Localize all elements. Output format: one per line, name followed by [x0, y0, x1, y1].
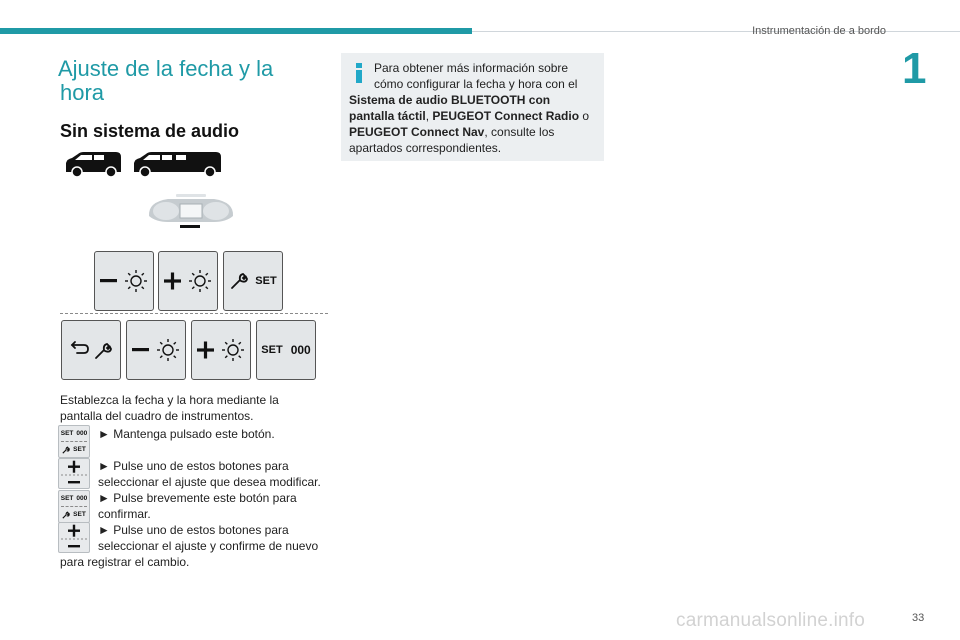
plus-icon	[68, 461, 80, 473]
section-title-line2: hora	[60, 80, 105, 105]
set-label: SET	[255, 275, 277, 287]
separator-dashed	[60, 313, 328, 314]
header-divider	[472, 31, 960, 32]
header-accent-bar	[0, 28, 472, 34]
step1-icon: SET 000 SET	[58, 425, 90, 458]
van-icon	[134, 152, 221, 177]
page-number: 33	[912, 612, 925, 624]
brightness-icon	[157, 339, 179, 361]
minus-icon	[100, 279, 117, 282]
section-title-line1: Ajuste de la fecha y la	[58, 56, 274, 81]
brightness-icon	[189, 270, 211, 292]
back-wrench-button[interactable]	[61, 320, 121, 380]
wrench-icon	[62, 446, 70, 454]
brightness-minus-button[interactable]	[94, 251, 154, 311]
minus-icon	[68, 481, 80, 483]
brightness-icon	[125, 270, 147, 292]
step2-icon	[58, 458, 90, 489]
section-title	[58, 57, 298, 105]
info-bold-1: Sistema de audio BLUETOOTH con	[349, 93, 551, 107]
watermark: carmanualsonline.info	[676, 610, 866, 631]
info-bold-3: PEUGEOT Connect Radio	[432, 109, 580, 123]
set-000-button[interactable]	[256, 320, 316, 380]
info-box	[341, 53, 604, 161]
back-arrow-icon	[72, 342, 88, 353]
zeros-label: 000	[290, 343, 311, 357]
step3-icon: SET 000 SET	[58, 490, 90, 523]
plus-icon	[164, 273, 181, 290]
brightness-minus-button-2[interactable]	[126, 320, 186, 380]
brightness-plus-button-2[interactable]	[191, 320, 251, 380]
step2-text: ► Pulse uno de estos botones para seleccionar el ajuste que desea modificar.	[98, 459, 321, 489]
wrench-set-button[interactable]	[223, 251, 283, 311]
van-icon	[66, 152, 121, 177]
chapter-number: 1	[902, 44, 927, 93]
wrench-icon	[229, 271, 249, 291]
step4-icon	[58, 522, 90, 553]
plus-icon	[68, 525, 80, 537]
plus-icon	[197, 342, 214, 359]
info-text: Para obtener más información sobre cómo configurar la fecha y hora con el Sistema de audio BLUETOOTH con pantalla táctil, PEUGEOT Connect Radio o PEUGEOT Connect Nav, consulte los apartados correspondientes.	[349, 61, 590, 155]
minus-icon	[132, 348, 149, 351]
step4-text-tail: para registrar el cambio.	[60, 555, 190, 569]
step1-text: ► Mantenga pulsado este botón.	[98, 427, 275, 441]
brightness-icon	[222, 339, 244, 361]
running-header: Instrumentación de a bordo	[752, 25, 886, 37]
minus-icon	[68, 545, 80, 547]
set-label: SET	[261, 344, 283, 356]
info-bold-2: pantalla táctil	[349, 109, 426, 123]
instrument-cluster-icon	[146, 192, 236, 232]
brightness-plus-button[interactable]	[158, 251, 218, 311]
wrench-icon	[96, 344, 111, 358]
wrench-icon	[62, 511, 70, 519]
vehicles-illustration	[64, 150, 224, 180]
subtitle: Sin sistema de audio	[60, 121, 240, 141]
info-bold-4: PEUGEOT Connect Nav	[349, 125, 485, 139]
step4-text: ► Pulse uno de estos botones para seleccionar el ajuste y confirme de nuevo	[98, 523, 319, 553]
intro-text: Establezca la fecha y la hora mediante la pantalla del cuadro de instrumentos.	[60, 393, 279, 423]
step3-text: ► Pulse brevemente este botón para confirmar.	[98, 491, 297, 521]
